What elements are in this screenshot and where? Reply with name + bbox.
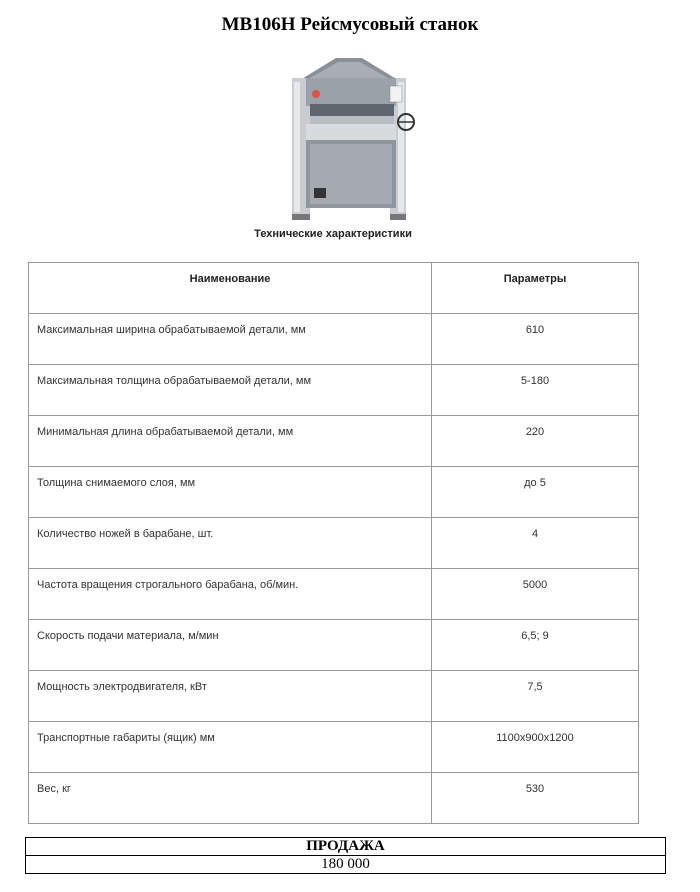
sale-label: ПРОДАЖА xyxy=(26,838,666,856)
spec-name: Скорость подачи материала, м/мин xyxy=(29,620,432,671)
spec-name: Вес, кг xyxy=(29,773,432,824)
table-row xyxy=(29,773,639,824)
header-name: Наименование xyxy=(29,263,432,314)
planer-machine-image xyxy=(280,52,415,222)
header-value: Параметры xyxy=(432,263,639,314)
sale-header-row xyxy=(26,838,666,856)
table-row xyxy=(29,569,639,620)
table-row xyxy=(29,518,639,569)
spec-name: Максимальная толщина обрабатываемой детали, мм xyxy=(29,365,432,416)
spec-value: 7,5 xyxy=(432,671,639,722)
table-row xyxy=(29,314,639,365)
table-row xyxy=(29,722,639,773)
spec-value: 5000 xyxy=(432,569,639,620)
spec-name: Транспортные габариты (ящик) мм xyxy=(29,722,432,773)
table-row xyxy=(29,365,639,416)
spec-value: 5-180 xyxy=(432,365,639,416)
table-row xyxy=(29,467,639,518)
sale-table xyxy=(25,837,666,874)
specs-subtitle: Технические характеристики xyxy=(254,228,412,240)
spec-name: Минимальная длина обрабатываемой детали, мм xyxy=(29,416,432,467)
spec-name: Толщина снимаемого слоя, мм xyxy=(29,467,432,518)
spec-name: Максимальная ширина обрабатываемой детали, мм xyxy=(29,314,432,365)
spec-name: Мощность электродвигателя, кВт xyxy=(29,671,432,722)
table-row xyxy=(29,671,639,722)
spec-value: до 5 xyxy=(432,467,639,518)
spec-value: 220 xyxy=(432,416,639,467)
specs-table xyxy=(28,262,639,824)
spec-value: 6,5; 9 xyxy=(432,620,639,671)
document-title: MB106H Рейсмусовый станок xyxy=(221,14,479,35)
specs-header-row xyxy=(29,263,639,314)
spec-name: Количество ножей в барабане, шт. xyxy=(29,518,432,569)
spec-name: Частота вращения строгального барабана, об/мин. xyxy=(29,569,432,620)
spec-value: 610 xyxy=(432,314,639,365)
sale-price: 180 000 xyxy=(26,856,666,874)
table-row xyxy=(29,416,639,467)
table-row xyxy=(29,620,639,671)
spec-value: 4 xyxy=(432,518,639,569)
sale-price-row xyxy=(26,856,666,874)
spec-value: 530 xyxy=(432,773,639,824)
spec-value: 1100x900x1200 xyxy=(432,722,639,773)
